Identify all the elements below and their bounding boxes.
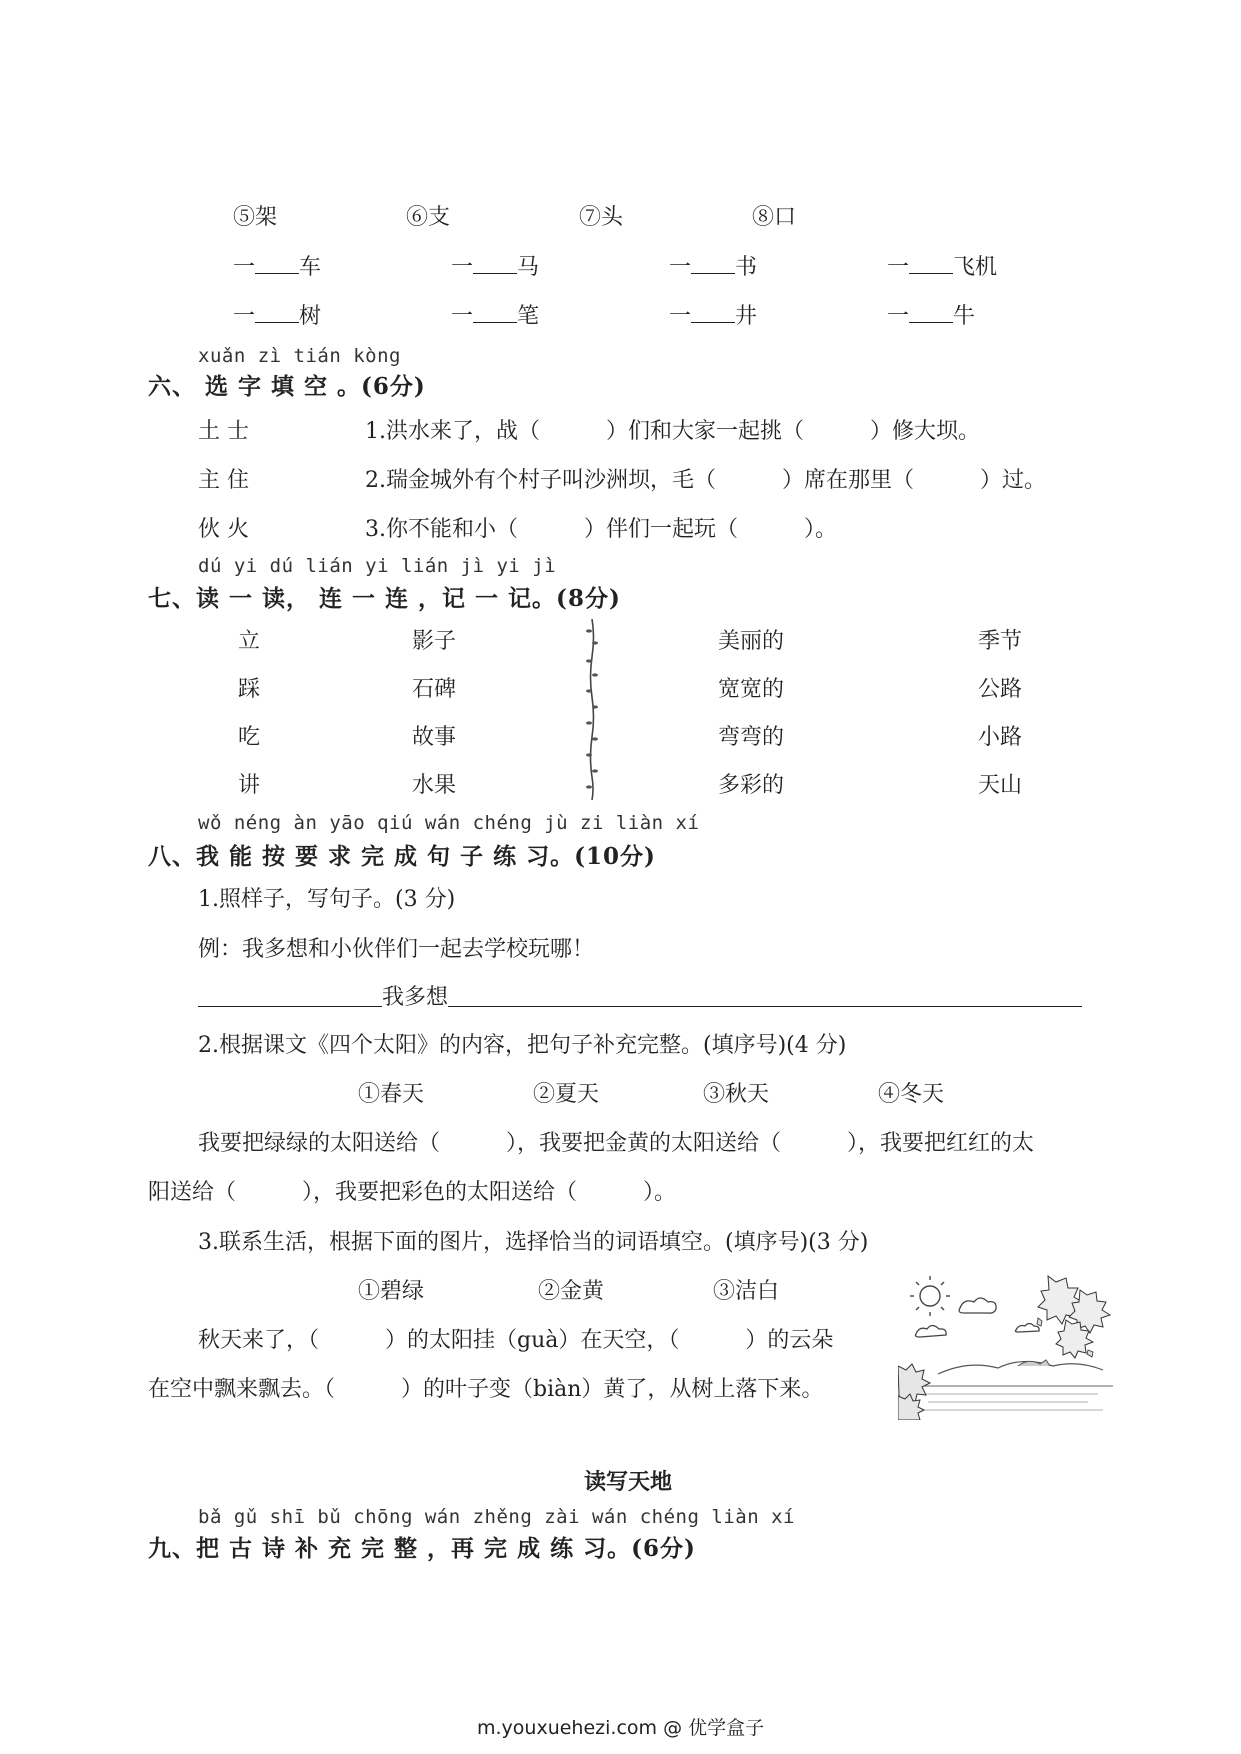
q6-pinyin: xuǎn zì tián kòng: [198, 345, 401, 367]
q6-sentence[interactable]: 3.你不能和小（ ）伴们一起玩（ ）。: [365, 517, 837, 542]
q5-pre: 一: [887, 304, 910, 329]
q7-col1-item[interactable]: 踩: [238, 677, 261, 702]
q5-post: 井: [735, 304, 758, 329]
q9-pinyin: bǎ gǔ shī bǔ chōng wán zhěng zài wán chéng liàn xí: [198, 1506, 795, 1528]
q8-s1-blank-post[interactable]: [448, 984, 1082, 1007]
q5-post: 树: [299, 304, 322, 329]
q7-col1-item[interactable]: 吃: [238, 725, 261, 750]
q7-col4-item[interactable]: 季节: [978, 629, 1023, 654]
q8-s2-option: ②夏天: [533, 1082, 600, 1107]
q7-col3-item[interactable]: 美丽的: [718, 629, 785, 654]
q5-blank[interactable]: [691, 255, 735, 274]
q8-s1-example: 例：我多想和小伙伴们一起去学校玩哪！: [198, 937, 595, 962]
q5-post: 书: [735, 255, 758, 280]
q9-title: 九、把 古 诗 补 充 完 整 ，再 完 成 练 习。(6分): [148, 1535, 696, 1562]
q7-col3-item[interactable]: 宽宽的: [718, 677, 785, 702]
q6-sentence[interactable]: 1.洪水来了，战（ ）们和大家一起挑（ ）修大坝。: [365, 419, 980, 444]
q5-blank[interactable]: [909, 255, 953, 274]
q5-blank[interactable]: [473, 304, 517, 323]
q6-pair: 伙 火: [198, 517, 249, 542]
q6-title: 六、 选 字 填 空 。(6分): [148, 373, 426, 400]
q5-post: 车: [299, 255, 322, 280]
q5-pre: 一: [233, 304, 256, 329]
q7-pinyin: dú yi dú lián yi lián jì yi jì: [198, 555, 557, 577]
q8-s1-answer: [198, 980, 1082, 1011]
q5-row-1: [233, 250, 1027, 281]
q5-pre: 一: [669, 255, 692, 280]
q8-s2-title: 2.根据课文《四个太阳》的内容，把句子补充完整。(填序号)(4 分): [198, 1033, 847, 1058]
q5-blank[interactable]: [255, 304, 299, 323]
q8-s2-option: ①春天: [358, 1082, 425, 1107]
q8-title: 八、我 能 按 要 求 完 成 句 子 练 习。(10分): [148, 843, 656, 870]
q8-s1-title: 1.照样子，写句子。(3 分): [198, 887, 456, 912]
q5-post: 笔: [517, 304, 540, 329]
q8-s1-mid: 我多想: [382, 985, 449, 1010]
q8-s3-option: ②金黄: [538, 1279, 605, 1304]
q5-pre: 一: [887, 255, 910, 280]
section-title: 读写天地: [584, 1469, 673, 1495]
q5-pre: 一: [451, 304, 474, 329]
q8-s2-line1[interactable]: 我要把绿绿的太阳送给（ ），我要把金黄的太阳送给（ ），我要把红红的太: [198, 1131, 1035, 1156]
q5-pre: 一: [233, 255, 256, 280]
q7-col4-item[interactable]: 天山: [978, 773, 1023, 798]
q8-s2-line2[interactable]: 阳送给（ ），我要把彩色的太阳送给（ ）。: [148, 1180, 677, 1205]
q7-col2-item[interactable]: 故事: [412, 725, 457, 750]
q8-s3-line1[interactable]: 秋天来了，（ ）的太阳挂（guà）在天空，（ ）的云朵: [198, 1328, 834, 1353]
q5-row-2: [233, 299, 1027, 330]
q8-s3-option: ①碧绿: [358, 1279, 425, 1304]
q5-pre: 一: [451, 255, 474, 280]
q5-post: 牛: [953, 304, 976, 329]
q6-pair: 土 士: [198, 419, 249, 444]
q8-pinyin: wǒ néng àn yāo qiú wán chéng jù zi liàn xí: [198, 812, 700, 834]
q7-col2-item[interactable]: 石碑: [412, 677, 457, 702]
q6-sentence[interactable]: 2.瑞金城外有个村子叫沙洲坝，毛（ ）席在那里（ ）过。: [365, 468, 1046, 493]
vine-divider: [585, 617, 599, 802]
q7-col1-item[interactable]: 立: [238, 629, 261, 654]
q5-post: 马: [517, 255, 540, 280]
q8-s2-options: [358, 1077, 978, 1108]
q7-col2-item[interactable]: 影子: [412, 629, 457, 654]
q5-pre: 一: [669, 304, 692, 329]
q5-blank[interactable]: [691, 304, 735, 323]
q5-options: [233, 200, 852, 231]
q5-post: 飞机: [953, 255, 998, 280]
q8-s3-option: ③洁白: [713, 1279, 780, 1304]
q8-s3-options: [358, 1274, 813, 1305]
q5-blank[interactable]: [473, 255, 517, 274]
q5-blank[interactable]: [909, 304, 953, 323]
q8-s2-option: ④冬天: [878, 1082, 945, 1107]
footer-watermark: m.youxuehezi.com @ 优学盒子: [477, 1717, 765, 1739]
q8-s3-line2[interactable]: 在空中飘来飘去。（ ）的叶子变（biàn）黄了，从树上落下来。: [148, 1377, 824, 1402]
q5-blank[interactable]: [255, 255, 299, 274]
q7-col4-item[interactable]: 小路: [978, 725, 1023, 750]
q7-col4-item[interactable]: 公路: [978, 677, 1023, 702]
q5-option: ⑤架: [233, 205, 278, 230]
q7-col2-item[interactable]: 水果: [412, 773, 457, 798]
q5-option: ⑥支: [406, 205, 451, 230]
q7-col3-item[interactable]: 多彩的: [718, 773, 785, 798]
q8-s3-title: 3.联系生活，根据下面的图片，选择恰当的词语填空。(填序号)(3 分): [198, 1230, 869, 1255]
q8-s2-option: ③秋天: [703, 1082, 770, 1107]
q7-title: 七、读 一 读， 连 一 连 ，记 一 记。(8分): [148, 585, 621, 612]
q5-option: ⑦头: [579, 205, 624, 230]
q5-option: ⑧口: [752, 205, 797, 230]
q6-pair: 主 住: [198, 468, 249, 493]
q8-s1-blank-pre[interactable]: [198, 984, 382, 1007]
q7-col3-item[interactable]: 弯弯的: [718, 725, 785, 750]
autumn-scene-illustration: [898, 1270, 1113, 1420]
q7-col1-item[interactable]: 讲: [238, 773, 261, 798]
